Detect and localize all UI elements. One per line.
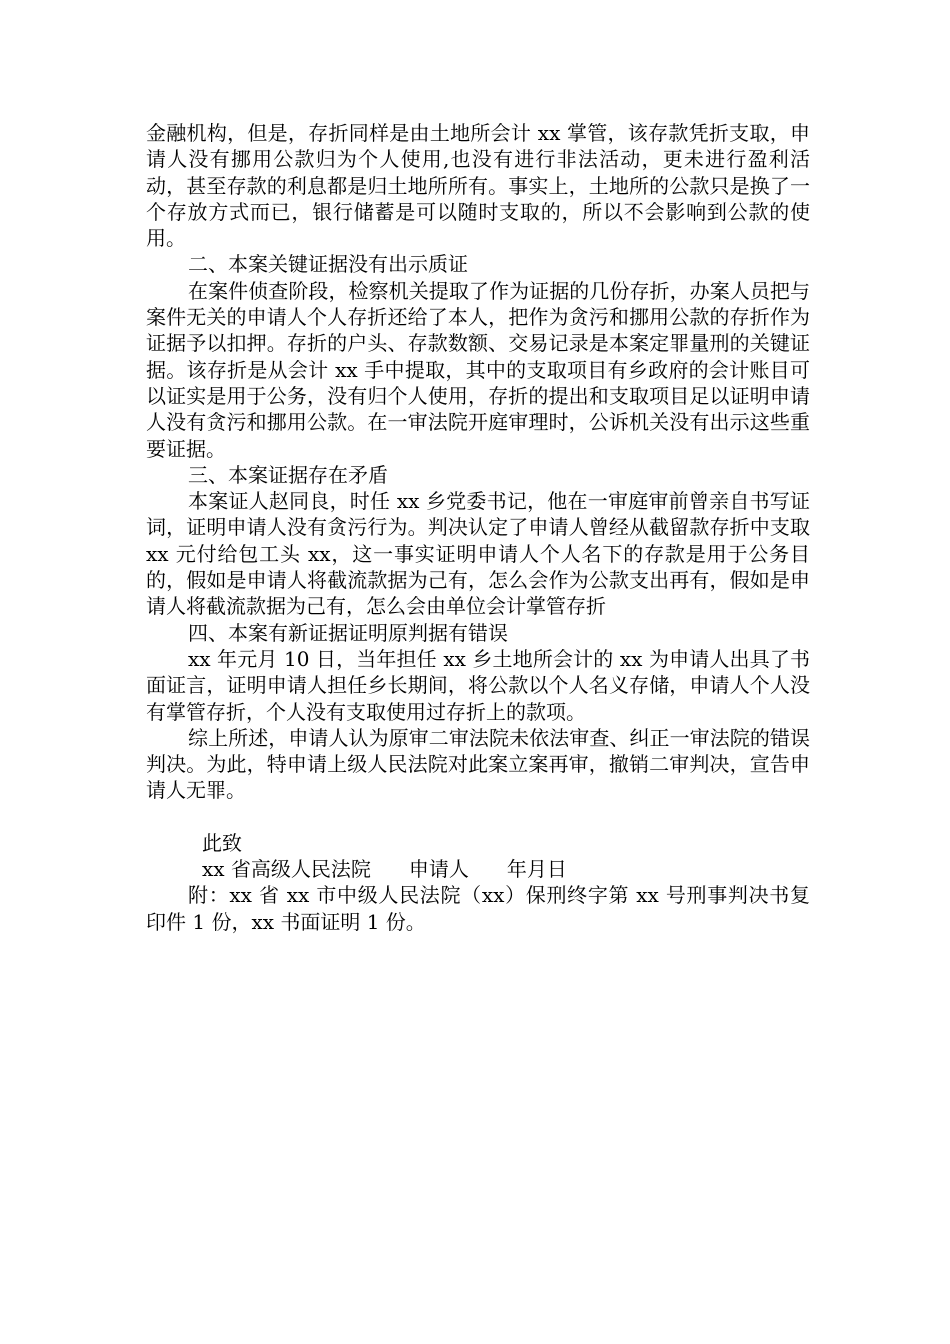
document-page xyxy=(146,120,810,935)
signature-line xyxy=(146,856,810,882)
conclusion-paragraph: 综上所述，申请人认为原审二审法院未依法审查、纠正一审法院的错误判决。为此，特申请上级人民法院对此案立案再审，撤销二审判决，宣告申请人无罪。 xyxy=(146,725,810,803)
body-paragraph: 在案件侦查阶段，检察机关提取了作为证据的几份存折，办案人员把与案件无关的申请人个人存折还给了本人，把作为贪污和挪用公款的存折作为证据予以扣押。存折的户头、存款数额、交易记录是本案定罪量刑的关键证据。该存折是从会计 xx 手中提取，其中的支取项目有乡政府的会计账目可以证实是用于公务，没有归个人使用，存折的提出和支取项目足以证明申请人没有贪污和挪用公款。在一审法院开庭审理时，公诉机关没有出示这些重要证据。 xyxy=(146,278,810,461)
salutation: 此致 xyxy=(202,830,242,855)
date-label: 年月日 xyxy=(506,857,567,882)
applicant-label: 申请人 xyxy=(408,857,469,882)
section-heading-2: 二、本案关键证据没有出示质证 xyxy=(188,252,468,277)
body-paragraph-continuation: 金融机构，但是，存折同样是由土地所会计 xx 掌管，该存款凭折支取，申请人没有挪用公款归为个人使用,也没有进行非法活动，更未进行盈利活动，甚至存款的利息都是归土地所所有。事实上，土地所的公款只是换了一个存放方式而已，银行储蓄是可以随时支取的，所以不会影响到公款的使用。 xyxy=(146,121,810,251)
section-heading-4: 四、本案有新证据证明原判据有错误 xyxy=(188,620,508,645)
attachment-note: 附：xx 省 xx 市中级人民法院（xx）保刑终字第 xx 号刑事判决书复印件 1 份，xx 书面证明 1 份。 xyxy=(146,883,810,934)
recipient: xx 省高级人民法院 xyxy=(202,857,371,882)
blank-line xyxy=(146,804,810,830)
body-paragraph: xx 年元月 10 日，当年担任 xx 乡土地所会计的 xx 为申请人出具了书面证言，证明申请人担任乡长期间，将公款以个人名义存储，申请人个人没有掌管存折，个人没有支取使用过存折上的款项。 xyxy=(146,646,810,724)
section-heading-3: 三、本案证据存在矛盾 xyxy=(188,462,388,487)
body-paragraph: 本案证人赵同良，时任 xx 乡党委书记，他在一审庭审前曾亲自书写证词，证明申请人没有贪污行为。判决认定了申请人曾经从截留款存折中支取 xx 元付给包工头 xx，这一事实证明申请人个人名下的存款是用于公务目的，假如是申请人将截流款据为己有，怎么会作为公款支出再有，假如是申请人将截流款据为己有，怎么会由单位会计掌管存折 xyxy=(146,489,810,619)
